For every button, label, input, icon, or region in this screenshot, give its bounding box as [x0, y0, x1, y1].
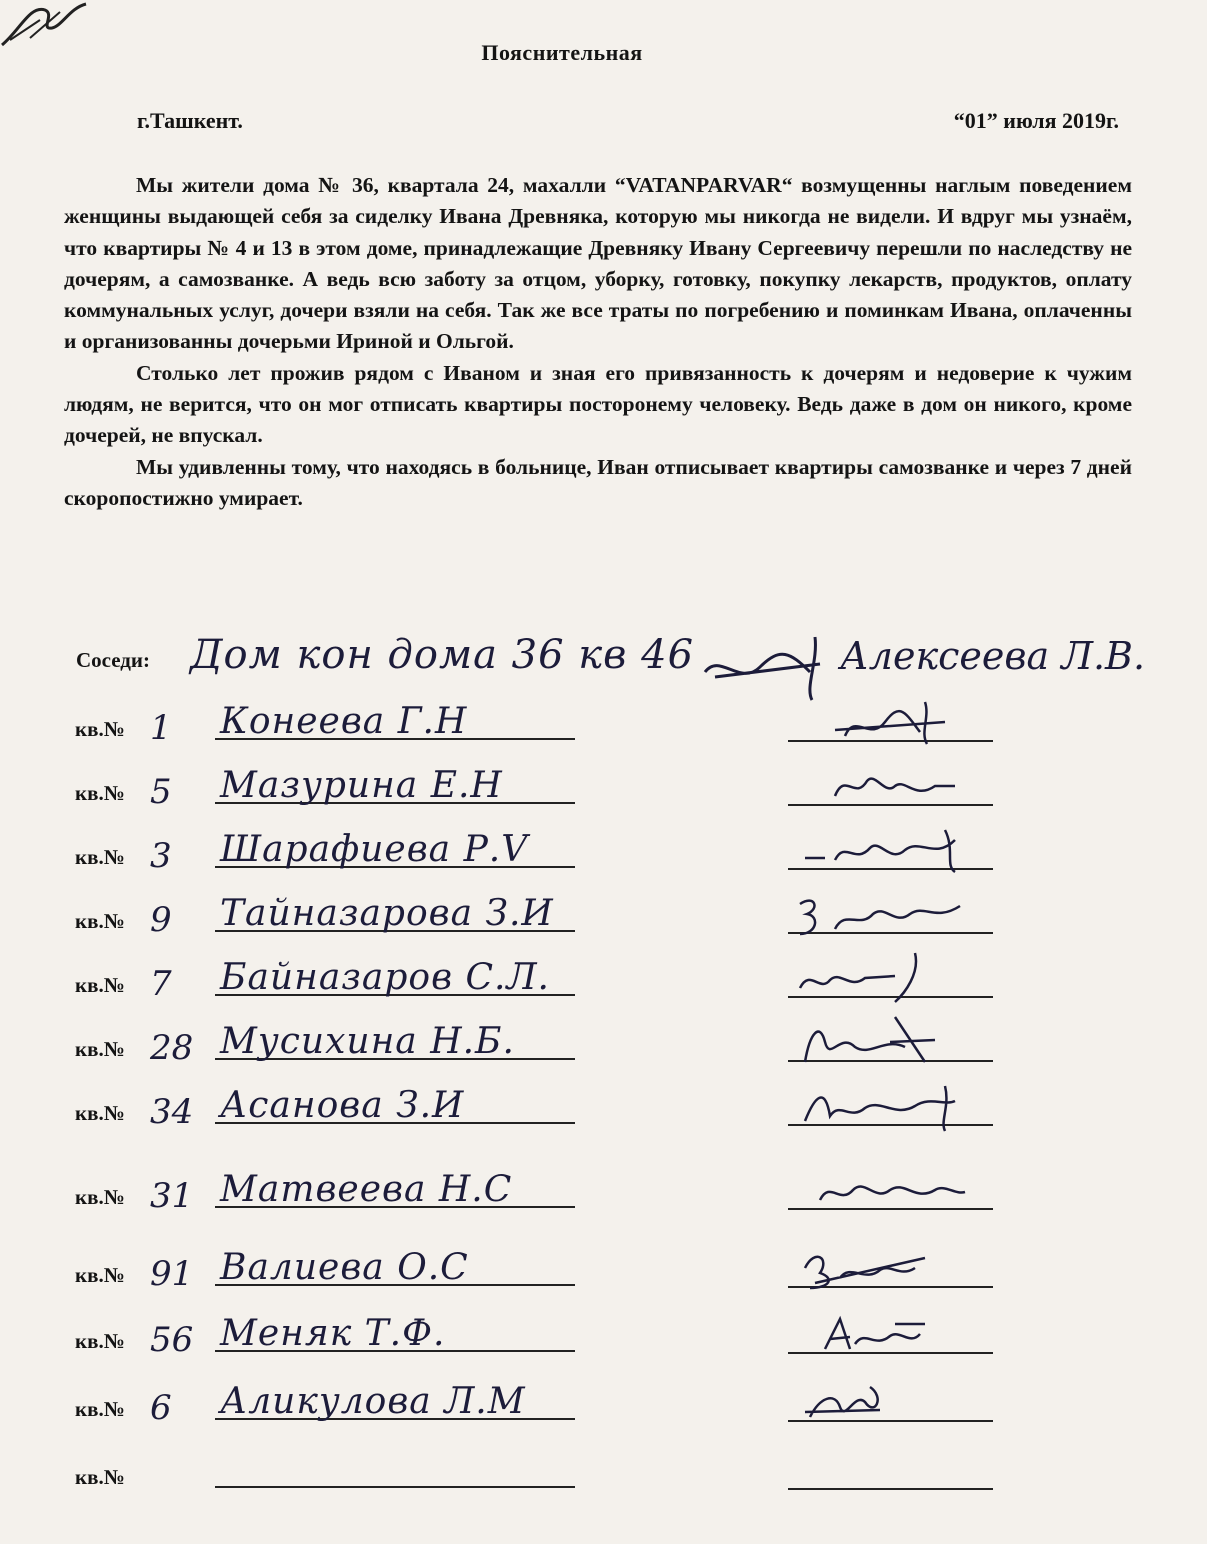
resident-name: Аликулова Л.М [220, 1381, 526, 1422]
apartment-row [0, 756, 1207, 816]
name-line [215, 1486, 575, 1488]
handwritten-neighbors-address: Дом кон дома 36 кв 46 [190, 632, 695, 678]
apartment-label: кв.№ [75, 781, 125, 805]
resident-name: Шарафиева Р.V [220, 829, 529, 870]
apartment-label: кв.№ [75, 1263, 125, 1287]
apartment-row [0, 948, 1207, 1008]
resident-signature [795, 884, 995, 940]
apartment-row [0, 1440, 1207, 1500]
apartment-label: кв.№ [75, 1101, 125, 1125]
neighbors-label: Соседи: [76, 648, 151, 672]
apartment-row [0, 1238, 1207, 1298]
body-paragraph: Мы жители дома № 36, квартала 24, махалли “VATANPARVAR“ возмущенны наглым поведением женщины выдающей себя за сиделку Ивана Древняка, которую мы никогда не видели. И вдруг мы узнаём, что квартиры № 4 и 13 в этом доме, принадлежащие Древняку Ивану Сергеевичу перешли по наследству не дочерям, а самозванке. А ведь всю заботу за отцом, уборку, готовку, покупку лекарств, продуктов, оплату коммунальных услуг, дочери взяли на себя. Так же все траты по погребению и поминкам Ивана, оплаченны и организованны дочерьми Ириной и Ольгой. [64, 173, 1132, 354]
apartment-label: кв.№ [75, 1329, 125, 1353]
apartment-label: кв.№ [75, 1185, 125, 1209]
resident-signature [795, 1304, 995, 1360]
handwritten-signature-name: Алексеева Л.В. [840, 634, 1146, 678]
resident-name: Конеева Г.Н [220, 701, 468, 742]
resident-signature [795, 756, 995, 812]
apartment-label: кв.№ [75, 845, 125, 869]
apartment-number: 56 [150, 1320, 194, 1360]
apartment-label: кв.№ [75, 717, 125, 741]
apartment-row [0, 1304, 1207, 1364]
apartment-row [0, 1372, 1207, 1432]
document-date: “01” июля 2019г. [953, 108, 1119, 133]
apartment-row [0, 692, 1207, 752]
apartment-row [0, 820, 1207, 880]
apartment-number: 9 [150, 900, 172, 940]
apartment-label: кв.№ [75, 1465, 125, 1489]
apartment-number: 91 [150, 1254, 194, 1294]
resident-name: Валиева О.С [220, 1247, 469, 1288]
apartment-number: 34 [150, 1092, 194, 1132]
signature-line [788, 1488, 993, 1490]
resident-name: Мусихина Н.Б. [220, 1021, 515, 1062]
body-paragraph: Мы удивленны тому, что находясь в больнице, Иван отписывает квартиры самозванке и через 7 дней скоропостижно умирает. [64, 454, 1132, 510]
apartment-number: 3 [150, 836, 172, 876]
resident-signature [795, 1372, 995, 1428]
apartment-label: кв.№ [75, 1397, 125, 1421]
apartment-label: кв.№ [75, 1037, 125, 1061]
resident-signature [795, 948, 995, 1004]
apartment-number: 6 [150, 1388, 172, 1428]
resident-signature [795, 1238, 995, 1294]
body-paragraph: Столько лет прожив рядом с Иваном и зная его привязанность к дочерям и недоверие к чужим людям, не верится, что он мог отписать квартиры посторонему человеку. Ведь даже в дом он никого, кроме дочерей, не впускал. [64, 360, 1132, 448]
resident-name: Тайназарова З.И [220, 893, 554, 934]
document-city: г.Ташкент. [137, 108, 243, 133]
document-body [64, 170, 1132, 514]
apartment-number: 28 [150, 1028, 194, 1068]
apartment-row [0, 1076, 1207, 1136]
apartment-label: кв.№ [75, 973, 125, 997]
resident-name: Байназаров С.Л. [220, 957, 550, 998]
apartment-row [0, 1160, 1207, 1220]
apartment-row [0, 1012, 1207, 1072]
apartment-number: 1 [150, 708, 172, 748]
apartment-number: 5 [150, 772, 172, 812]
apartment-number: 31 [150, 1176, 194, 1216]
resident-name: Мазурина Е.Н [220, 765, 503, 806]
apartment-label: кв.№ [75, 909, 125, 933]
resident-name: Меняк Т.Ф. [220, 1313, 446, 1354]
resident-name: Матвеева Н.С [220, 1169, 513, 1210]
resident-signature [795, 1076, 995, 1132]
resident-signature [795, 692, 995, 748]
resident-signature [795, 820, 995, 876]
resident-signature [795, 1160, 995, 1216]
apartment-row [0, 884, 1207, 944]
resident-signature [795, 1012, 995, 1068]
resident-name: Асанова З.И [220, 1085, 465, 1126]
document-title: Пояснительная [481, 40, 643, 65]
apartment-number: 7 [150, 964, 172, 1004]
